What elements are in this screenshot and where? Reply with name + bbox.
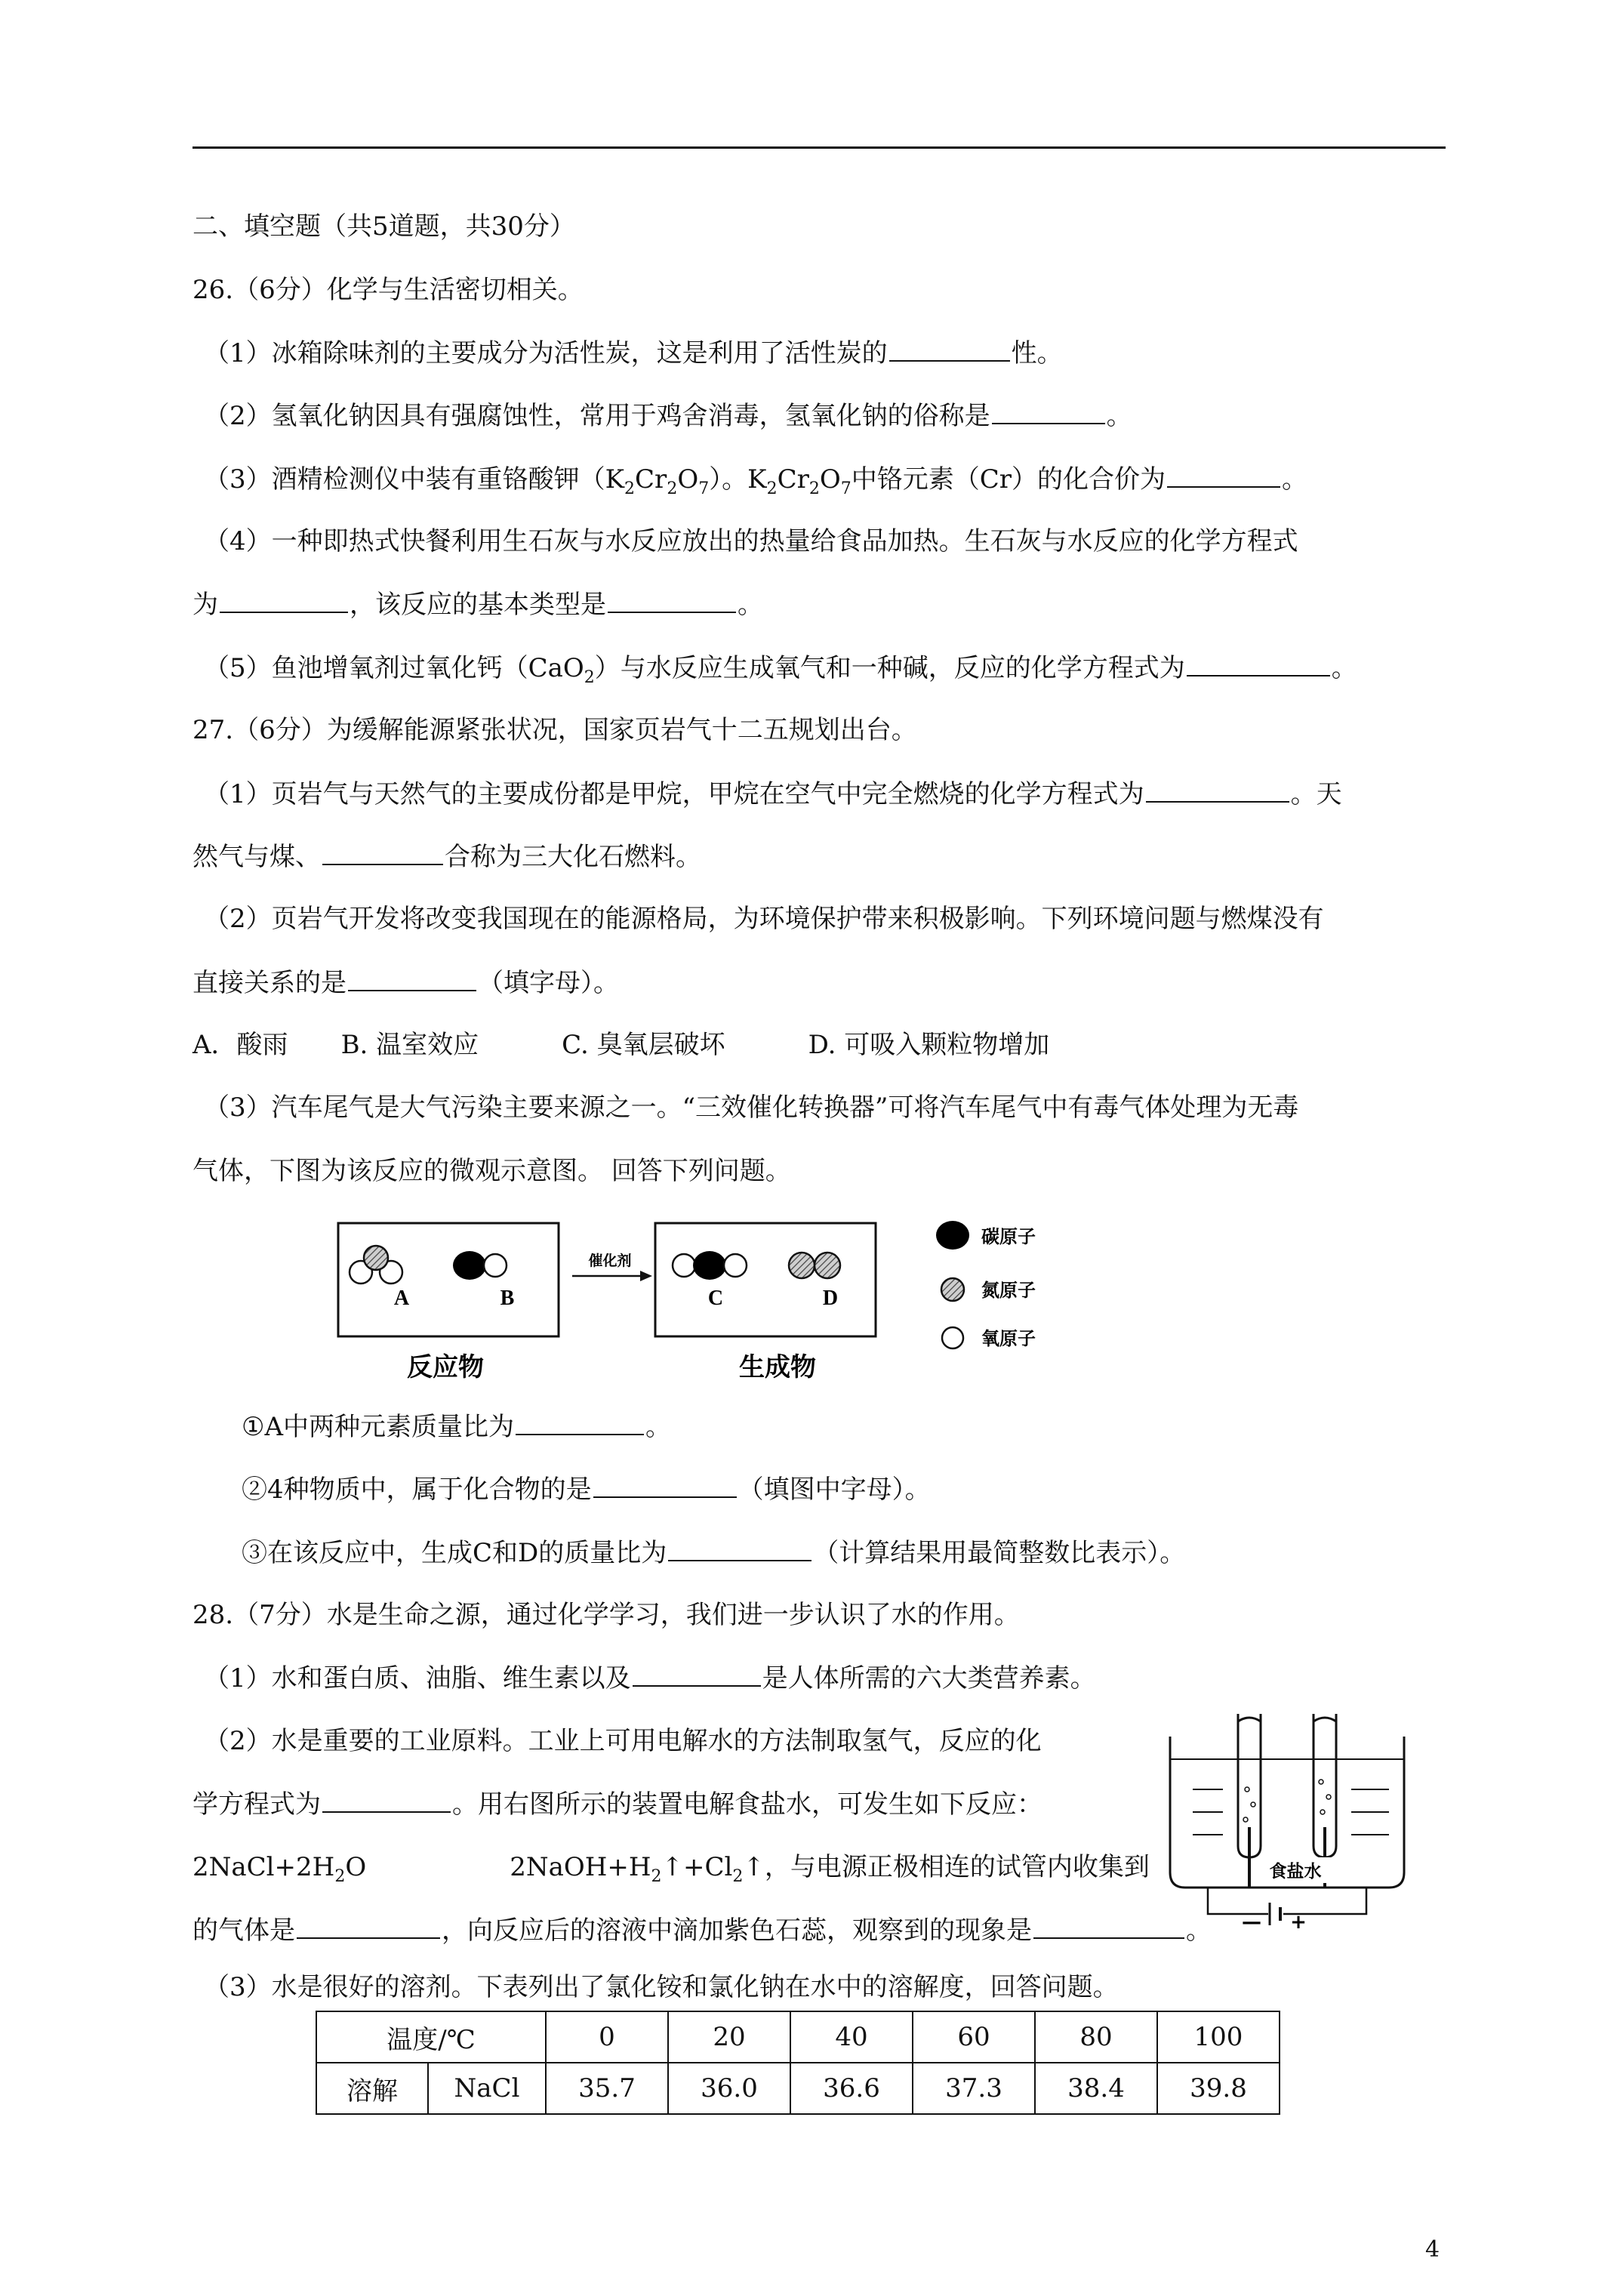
section-title: 二、填空题（共5道题，共30分）: [192, 211, 575, 242]
molecule-a: [350, 1246, 402, 1284]
q26-part2: （2）氢氧化钠因具有强腐蚀性，常用于鸡舍消毒，氢氧化钠的俗称是 。: [204, 397, 1132, 434]
header-rule: [192, 146, 1446, 149]
value-cell: 37.3: [913, 2063, 1035, 2114]
temp-cell: 0: [546, 2011, 668, 2063]
value-cell: 38.4: [1035, 2063, 1157, 2114]
q26-part5: （5）鱼池增氧剂过氧化钙（CaO$_2$）与水反应生成氧气和一种碱，反应的化学方程式为 。: [204, 649, 1357, 696]
q27-part2-line2: 直接关系的是 （填字母）。: [192, 964, 619, 1001]
q28-equation: $2NaCl+2H_2O$ $2NaOH+H_2↑+Cl_2↑$，与电源正极相连的试管内收集到: [192, 1852, 1150, 1886]
legend-carbon: 碳原子: [981, 1225, 1036, 1247]
answer-blank[interactable]: [297, 1912, 440, 1939]
reaction-arrow: [572, 1271, 652, 1281]
answer-blank[interactable]: [1033, 1912, 1184, 1939]
q27-sub2: ②4种物质中，属于化合物的是 （填图中字母）。: [242, 1471, 931, 1508]
q28-part2-line2: 学方程式为 。用右图所示的装置电解食盐水，可发生如下反应：: [192, 1786, 1042, 1823]
reactants-label: 反应物: [407, 1352, 484, 1382]
row-label: 溶解: [316, 2063, 428, 2114]
q27-sub3: ③在该反应中，生成C和D的质量比为 （计算结果用最简整数比表示）。: [242, 1534, 1185, 1571]
answer-blank[interactable]: [1187, 649, 1330, 676]
table-header-row: [316, 2011, 1280, 2063]
answer-blank[interactable]: [1146, 775, 1289, 803]
q28-part1: （1）水和蛋白质、油脂、维生素以及 是人体所需的六大类营养素。: [204, 1660, 1096, 1697]
answer-blank[interactable]: [889, 334, 1010, 362]
q27-part2-line1: （2）页岩气开发将改变我国现在的能源格局，为环境保护带来积极影响。下列环境问题与燃煤没有: [204, 904, 1324, 934]
positive-sign: +: [1290, 1911, 1307, 1933]
electrolysis-apparatus: [1163, 1714, 1412, 1933]
answer-blank[interactable]: [992, 397, 1105, 424]
q27-heading: 27.（6分）为缓解能源紧张状况，国家页岩气十二五规划出台。: [192, 715, 917, 745]
option-c[interactable]: C. 臭氧层破坏: [562, 1030, 725, 1060]
answer-blank[interactable]: [668, 1534, 812, 1561]
q28-heading: 28.（7分）水是生命之源，通过化学学习，我们进一步认识了水的作用。: [192, 1600, 1020, 1630]
q27-part3-line2: 气体，下图为该反应的微观示意图。 回答下列问题。: [192, 1156, 791, 1186]
option-d[interactable]: D. 可吸入颗粒物增加: [808, 1030, 1050, 1060]
molecule-c: [673, 1251, 747, 1280]
test-tube-left: [1238, 1714, 1261, 1888]
answer-blank[interactable]: [608, 586, 736, 613]
substance-cell: NaCl: [428, 2063, 546, 2114]
negative-sign: —: [1242, 1911, 1261, 1933]
q26-part4-line1: （4）一种即热式快餐利用生石灰与水反应放出的热量给食品加热。生石灰与水反应的化学方程式: [204, 526, 1298, 556]
q28-part2-line4: 的气体是 ，向反应后的溶液中滴加紫色石蕊，观察到的现象是 。: [192, 1912, 1212, 1949]
arrow-label: 催化剂: [588, 1253, 632, 1269]
q28-part2-line1: （2）水是重要的工业原料。工业上可用电解水的方法制取氢气，反应的化: [204, 1726, 1042, 1756]
answer-blank[interactable]: [348, 964, 476, 991]
option-b[interactable]: B. 温室效应: [340, 1030, 479, 1060]
value-cell: 36.6: [790, 2063, 913, 2114]
temp-header: 温度/℃: [316, 2011, 546, 2063]
answer-blank[interactable]: [633, 1660, 761, 1687]
legend-nitrogen: 氮原子: [981, 1279, 1036, 1301]
answer-blank[interactable]: [1167, 461, 1280, 488]
answer-blank[interactable]: [322, 1786, 451, 1813]
label-a: A: [393, 1287, 410, 1310]
label-c: C: [707, 1287, 724, 1310]
option-a[interactable]: A．酸雨: [192, 1030, 288, 1060]
value-cell: 36.0: [668, 2063, 790, 2114]
value-cell: 35.7: [546, 2063, 668, 2114]
answer-blank[interactable]: [322, 838, 443, 865]
molecule-d: [789, 1253, 840, 1278]
q27-options: [192, 1027, 1049, 1063]
legend: [936, 1221, 969, 1348]
table-row: [316, 2063, 1280, 2114]
page-number: 4: [1425, 2236, 1440, 2263]
apparatus-label: 食盐水: [1269, 1861, 1322, 1881]
answer-blank[interactable]: [516, 1408, 644, 1435]
reaction-diagram: [332, 1216, 1117, 1389]
temp-cell: 40: [790, 2011, 913, 2063]
legend-oxygen: 氧原子: [981, 1327, 1036, 1349]
value-cell: 39.8: [1157, 2063, 1280, 2114]
q26-heading: 26.（6分）化学与生活密切相关。: [192, 275, 584, 305]
temp-cell: 60: [913, 2011, 1035, 2063]
label-b: B: [500, 1287, 515, 1310]
q26-part3: （3）酒精检测仪中装有重铬酸钾$(K_2Cr_2O_7)$。$K_2Cr_2O_7$中铬元素（Cr）的化合价为 。: [204, 461, 1307, 507]
answer-blank[interactable]: [593, 1471, 737, 1498]
q26-part4-line2: 为 ，该反应的基本类型是 。: [192, 586, 763, 623]
q27-part3-line1: （3）汽车尾气是大气污染主要来源之一。“三效催化转换器”可将汽车尾气中有毒气体处理为无毒: [204, 1093, 1299, 1123]
molecule-b: [453, 1251, 507, 1280]
q28-part3: （3）水是很好的溶剂。下表列出了氯化铵和氯化钠在水中的溶解度，回答问题。: [204, 1972, 1119, 2002]
label-d: D: [822, 1287, 839, 1310]
temp-cell: 100: [1157, 2011, 1280, 2063]
products-label: 生成物: [739, 1352, 816, 1382]
temp-cell: 20: [668, 2011, 790, 2063]
temp-cell: 80: [1035, 2011, 1157, 2063]
q27-sub1: ①A中两种元素质量比为 。: [242, 1408, 671, 1445]
reactants-box: [338, 1223, 559, 1336]
products-box: [655, 1223, 876, 1336]
q27-part1-line2: 然气与煤、 合称为三大化石燃料。: [192, 838, 701, 875]
answer-blank[interactable]: [220, 586, 348, 613]
q27-part1-line1: （1）页岩气与天然气的主要成份都是甲烷，甲烷在空气中完全燃烧的化学方程式为 。天: [204, 775, 1342, 812]
solubility-table: [316, 2011, 1280, 2115]
q26-part1: （1）冰箱除味剂的主要成分为活性炭，这是利用了活性炭的 性。: [204, 334, 1063, 371]
